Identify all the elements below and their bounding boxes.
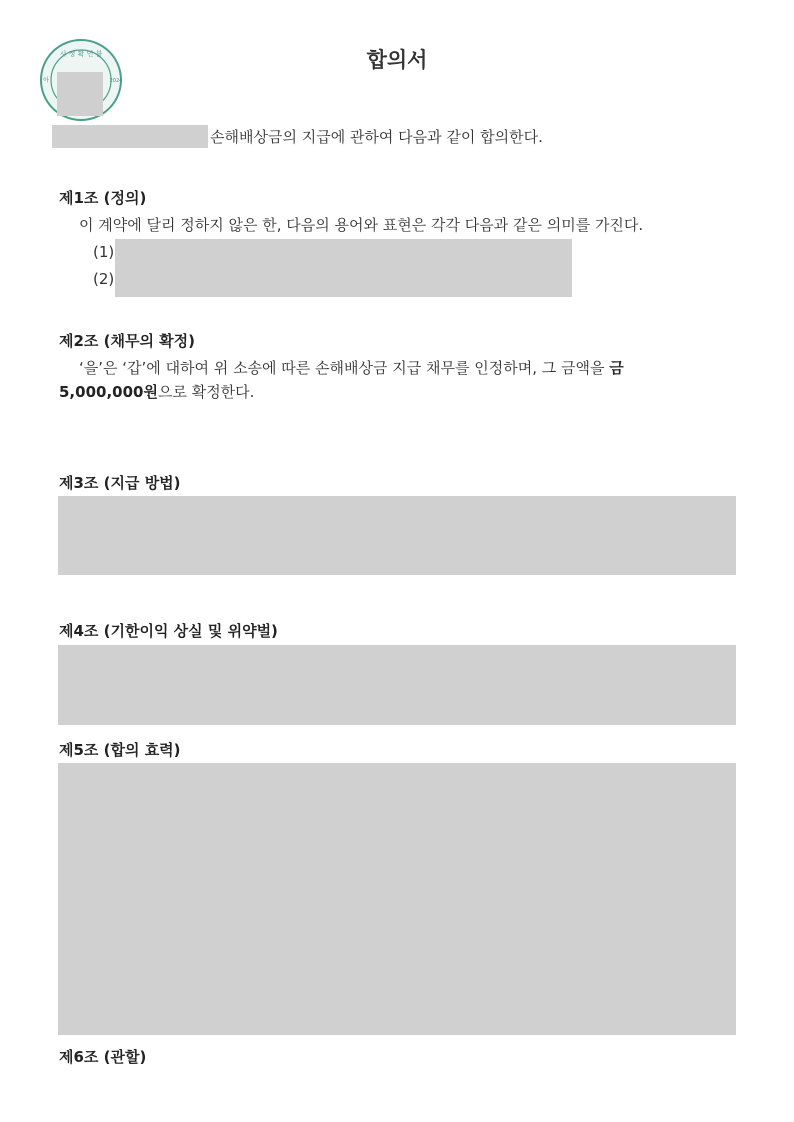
settlement-amount: 5,000,000원 bbox=[59, 383, 158, 401]
article-1-item-2-number: (2) bbox=[93, 270, 115, 288]
article-1-text: 이 계약에 달리 정하지 않은 한, 다음의 용어와 표현은 각각 다음과 같은 의미를 가진다. bbox=[79, 216, 644, 234]
article-2-text-suffix: 으로 확정한다. bbox=[157, 383, 255, 401]
amount-prefix: 금 bbox=[609, 359, 624, 377]
seal-top-text: 시 정 확 인 불 bbox=[59, 50, 103, 58]
redacted-article-5-body bbox=[58, 763, 736, 1035]
article-3-heading: 제3조 (지급 방법) bbox=[59, 474, 181, 492]
intro-text: 손해배상금의 지급에 관하여 다음과 같이 합의한다. bbox=[210, 128, 543, 146]
article-5-heading: 제5조 (합의 효력) bbox=[59, 741, 181, 759]
article-2-text: ‘을’은 ‘갑’에 대하여 위 소송에 따른 손해배상금 지급 채무를 인정하며, 그 금액을 bbox=[79, 359, 610, 377]
redacted-definitions bbox=[115, 239, 572, 297]
article-2-heading: 제2조 (채무의 확정) bbox=[59, 332, 196, 350]
redacted-article-4-body bbox=[58, 645, 736, 725]
redacted-parties bbox=[52, 125, 208, 148]
article-2-text-line2 bbox=[59, 381, 254, 402]
seal-right-text: 2024 bbox=[109, 78, 123, 84]
article-1-item-1-number: (1) bbox=[93, 243, 115, 261]
article-1-heading: 제1조 (정의) bbox=[59, 189, 147, 207]
seal-left-text: 아 bbox=[43, 77, 49, 84]
article-2-text-line1 bbox=[79, 357, 624, 378]
article-6-heading: 제6조 (관할) bbox=[59, 1048, 147, 1066]
document-title: 합의서 bbox=[366, 48, 428, 72]
article-4-heading: 제4조 (기한이익 상실 및 위약벌) bbox=[59, 622, 278, 640]
redacted-article-3-body bbox=[58, 496, 736, 575]
